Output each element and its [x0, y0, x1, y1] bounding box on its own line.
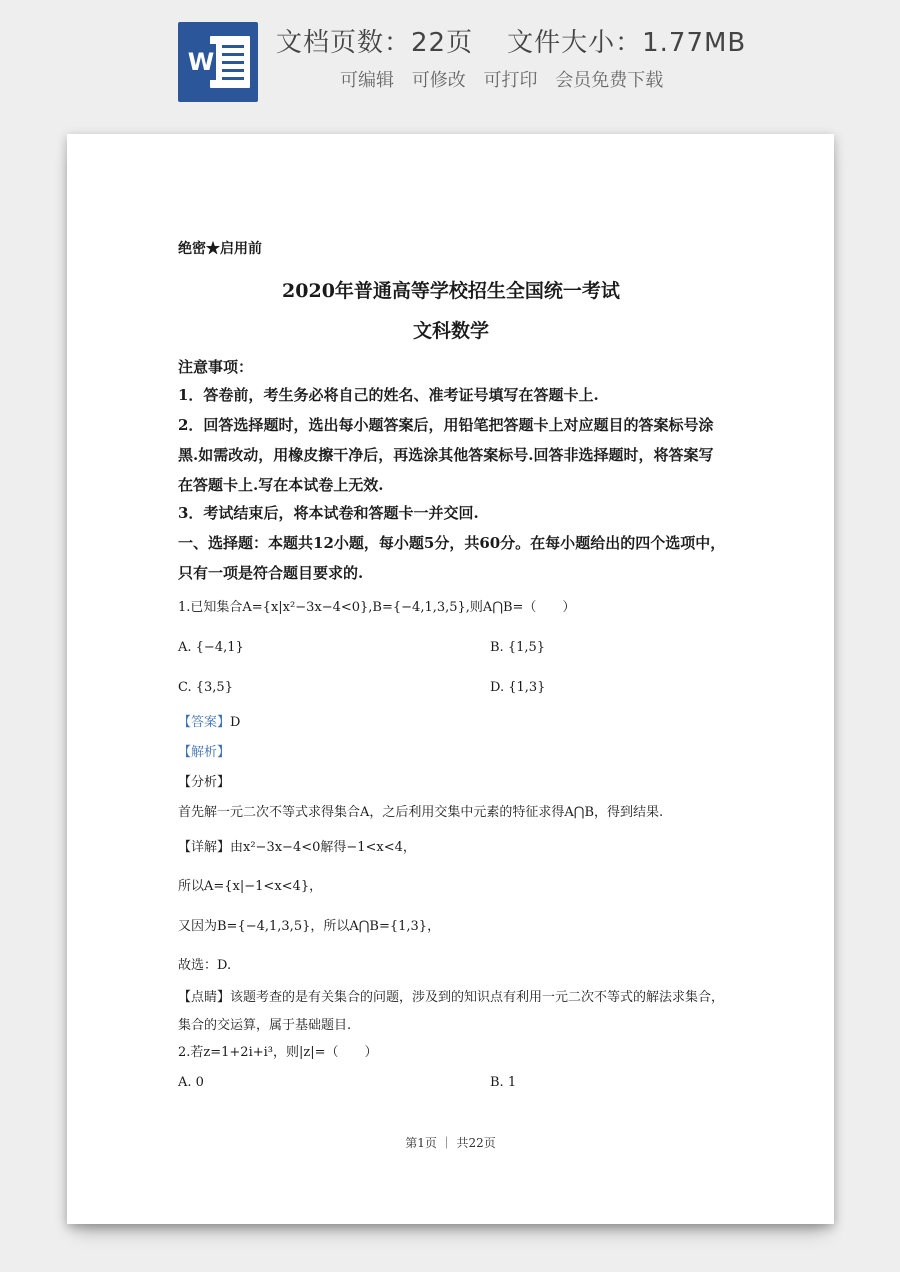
exam-subject: 文科数学 [412, 320, 489, 342]
answer-line [178, 711, 240, 735]
fenxi-label: 【分析】 [178, 775, 231, 790]
fenxi-text: 首先解一元二次不等式求得集合A，之后利用交集中元素的特征求得A⋂B，得到结果. [178, 805, 664, 820]
feature-member-free: 会员免费下载 [555, 70, 664, 91]
exam-title: 2020年普通高等学校招生全国统一考试 [282, 280, 620, 302]
analysis-label: 【解析】 [178, 745, 231, 760]
page-count-label: 文档页数：22页 [276, 28, 474, 58]
xiangjie-label: 【详解】 [178, 840, 231, 855]
solution-line: 又因为B={−4,1,3,5}，所以A⋂B={1,3}， [178, 919, 441, 934]
notes-heading: 注意事项： [178, 358, 254, 376]
feature-modifiable: 可修改 [411, 70, 466, 91]
dianjing-text: 该题考查的是有关集合的问题，涉及到的知识点有利用一元二次不等式的解法求集合，集合的交运算，属于基础题目. [178, 990, 725, 1033]
xiangjie-text: 由x²−3x−4<0解得−1<x<4， [230, 840, 416, 855]
note-item: 1．答卷前，考生务必将自己的姓名、准考证号填写在答题卡上. [178, 386, 599, 404]
document-page [67, 134, 834, 1224]
feature-list [340, 66, 675, 92]
note-item: 2．回答选择题时，选出每小题答案后，用铅笔把答题卡上对应题目的答案标号涂黑.如需改动，用橡皮擦干净后，再选涂其他答案标号.回答非选择题时，将答案写在答题卡上.写在本试卷上无效. [178, 416, 714, 494]
file-size-label: 文件大小：1.77MB [507, 28, 747, 58]
question-1-option-a: A. {−4,1} [178, 640, 244, 655]
feature-printable: 可打印 [483, 70, 538, 91]
dianjing-paragraph [178, 984, 726, 1040]
document-info [276, 22, 836, 59]
question-1-option-d: D. {1,3} [490, 680, 546, 695]
answer-value: D [230, 715, 241, 730]
question-1-option-c: C. {3,5} [178, 680, 233, 695]
solution-line: 故选：D. [178, 958, 232, 973]
question-2-option-b: B. 1 [490, 1075, 517, 1090]
note-item: 3．考试结束后，将本试卷和答题卡一并交回. [178, 504, 479, 522]
page-footer: 第1页 ｜ 共22页 [405, 1136, 496, 1150]
question-1-option-b: B. {1,5} [490, 640, 546, 655]
word-icon-letter: W [186, 44, 216, 80]
header-banner [0, 0, 900, 120]
solution-line: 所以A={x|−1<x<4}， [178, 879, 323, 894]
word-document-icon [178, 22, 258, 102]
dianjing-label: 【点睛】 [178, 990, 231, 1005]
question-1-stem: 1.已知集合A={x|x²−3x−4<0},B={−4,1,3,5},则A⋂B=（ ） [178, 600, 576, 615]
word-icon-sheet [210, 36, 250, 88]
answer-label: 【答案】 [178, 715, 231, 730]
question-2-option-a: A. 0 [178, 1075, 204, 1090]
feature-editable: 可编辑 [340, 70, 394, 91]
question-2-stem: 2.若z=1+2i+i³，则|z|=（ ） [178, 1045, 378, 1060]
secret-marker: 绝密★启用前 [178, 241, 262, 257]
section-heading: 一、选择题：本题共12小题，每小题5分，共60分。在每小题给出的四个选项中，只有一项是符合题目要求的. [178, 534, 726, 582]
xiangjie-line [178, 836, 416, 860]
